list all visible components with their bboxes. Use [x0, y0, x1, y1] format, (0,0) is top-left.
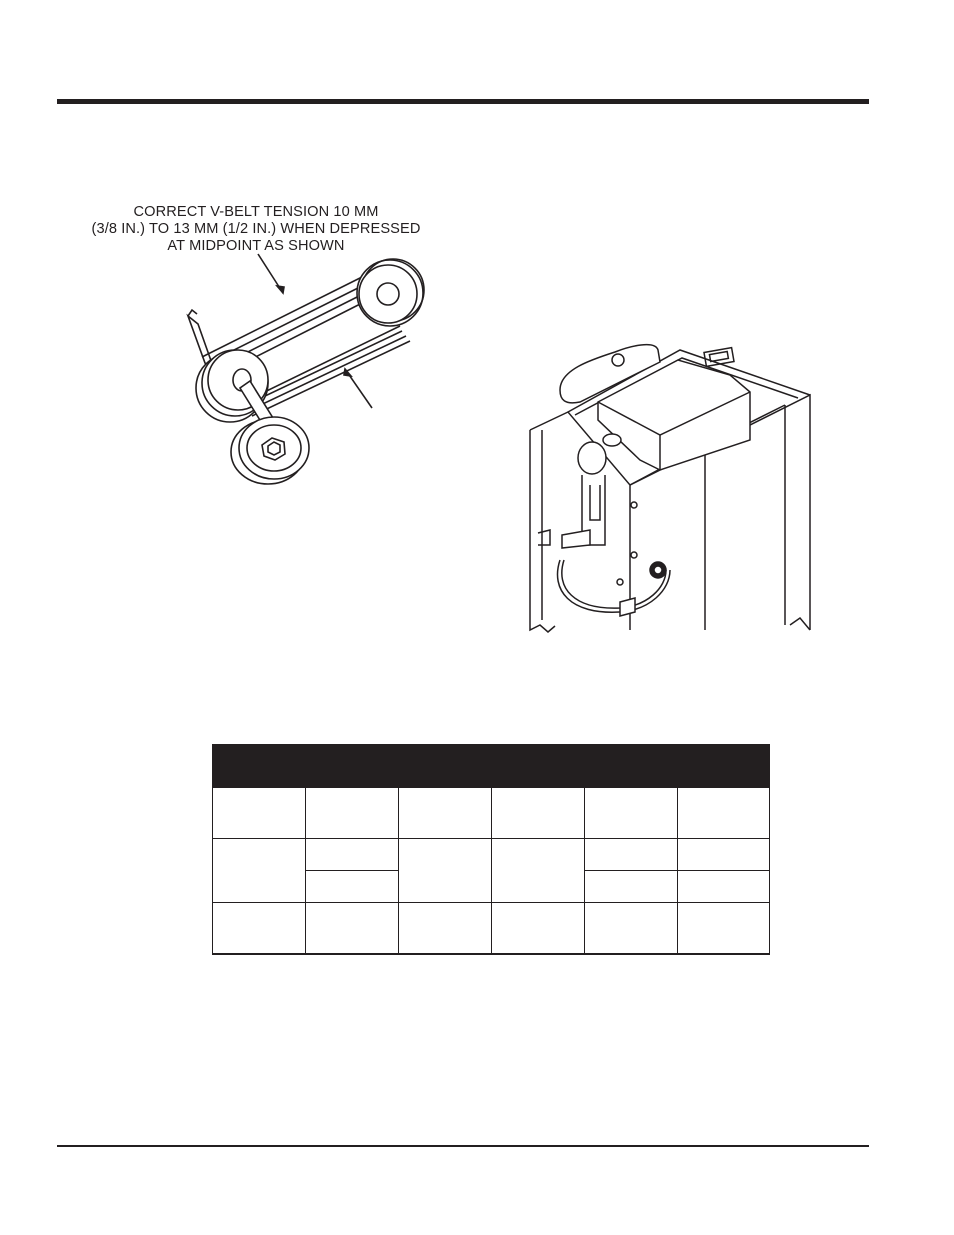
- table-cell: [585, 903, 678, 955]
- table-row: [213, 788, 770, 839]
- table-cell: [306, 839, 399, 871]
- table-cell: [306, 871, 399, 903]
- table-cell: [585, 871, 678, 903]
- table-cell: [678, 871, 770, 903]
- table-cell: [399, 903, 492, 955]
- table-cell: [213, 788, 306, 839]
- table-cell: [678, 903, 770, 955]
- callout-line-1: CORRECT V-BELT TENSION 10 MM: [133, 204, 379, 220]
- callout-line-3: AT MIDPOINT AS SHOWN: [167, 238, 345, 254]
- callout-line-2: (3/8 IN.) TO 13 MM (1/2 IN.) WHEN DEPRESSED: [91, 221, 421, 237]
- lubrication-unit-icon: [520, 320, 830, 640]
- table-header-row: [213, 745, 770, 788]
- table-cell: [399, 788, 492, 839]
- header-rule: [57, 99, 869, 104]
- footer-rule: [57, 1145, 869, 1147]
- table-cell: [492, 839, 585, 903]
- table-cell: [585, 839, 678, 871]
- table-cell: [492, 903, 585, 955]
- specification-table: [212, 744, 770, 955]
- table-row: [213, 903, 770, 955]
- v-belt-pulley-icon: [150, 240, 450, 500]
- table-row: [213, 839, 770, 871]
- table-cell: [213, 839, 306, 903]
- table-cell: [678, 839, 770, 871]
- table-cell: [213, 903, 306, 955]
- table-cell: [306, 788, 399, 839]
- table-cell: [585, 788, 678, 839]
- table-header-bar: [213, 745, 770, 788]
- table-cell: [492, 788, 585, 839]
- table-cell: [399, 839, 492, 903]
- table-cell: [678, 788, 770, 839]
- table-cell: [306, 903, 399, 955]
